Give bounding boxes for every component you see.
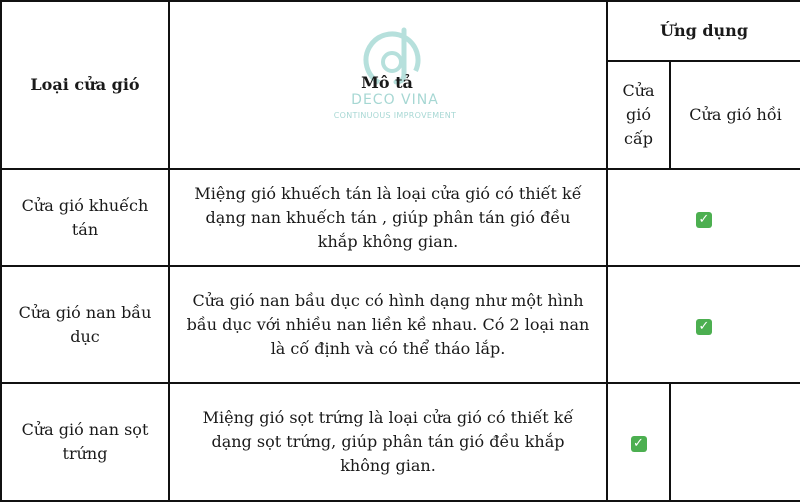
row-description: Miệng gió sọt trứng là loại cửa gió có thiết kế dạng sọt trứng, giúp phân tán gió đều khắp không gian. [169,383,607,501]
header-return: Cửa gió hồi [670,61,800,169]
row-application [607,169,800,266]
row-type: Cửa gió nan sọt trứng [1,383,169,501]
header-description: Mô tả [361,73,413,92]
row-type: Cửa gió nan bầu dục [1,266,169,383]
table-row [1,383,800,501]
table-row [1,169,800,266]
header-type: Loại cửa gió [1,1,169,169]
row-supply-cell [607,383,670,501]
row-type: Cửa gió khuếch tán [1,169,169,266]
row-description: Cửa gió nan bầu dục có hình dạng như một hình bầu dục với nhiều nan liền kề nhau. Có 2 loại nan là cố định và có thể tháo lắp. [169,266,607,383]
table-row [1,266,800,383]
checkmark-icon: ✓ [696,212,712,228]
checkmark-icon: ✓ [696,319,712,335]
header-supply: Cửa gió cấp [607,61,670,169]
row-return-cell [670,383,800,501]
checkmark-icon: ✓ [631,436,647,452]
row-description: Miệng gió khuếch tán là loại cửa gió có thiết kế dạng nan khuếch tán , giúp phân tán gió đều khắp không gian. [169,169,607,266]
row-application [607,266,800,383]
watermark-brand: DECO VINA [351,92,439,108]
watermark-tagline: CONTINUOUS IMPROVEMENT [333,111,457,120]
header-application: Ứng dụng [607,1,800,61]
